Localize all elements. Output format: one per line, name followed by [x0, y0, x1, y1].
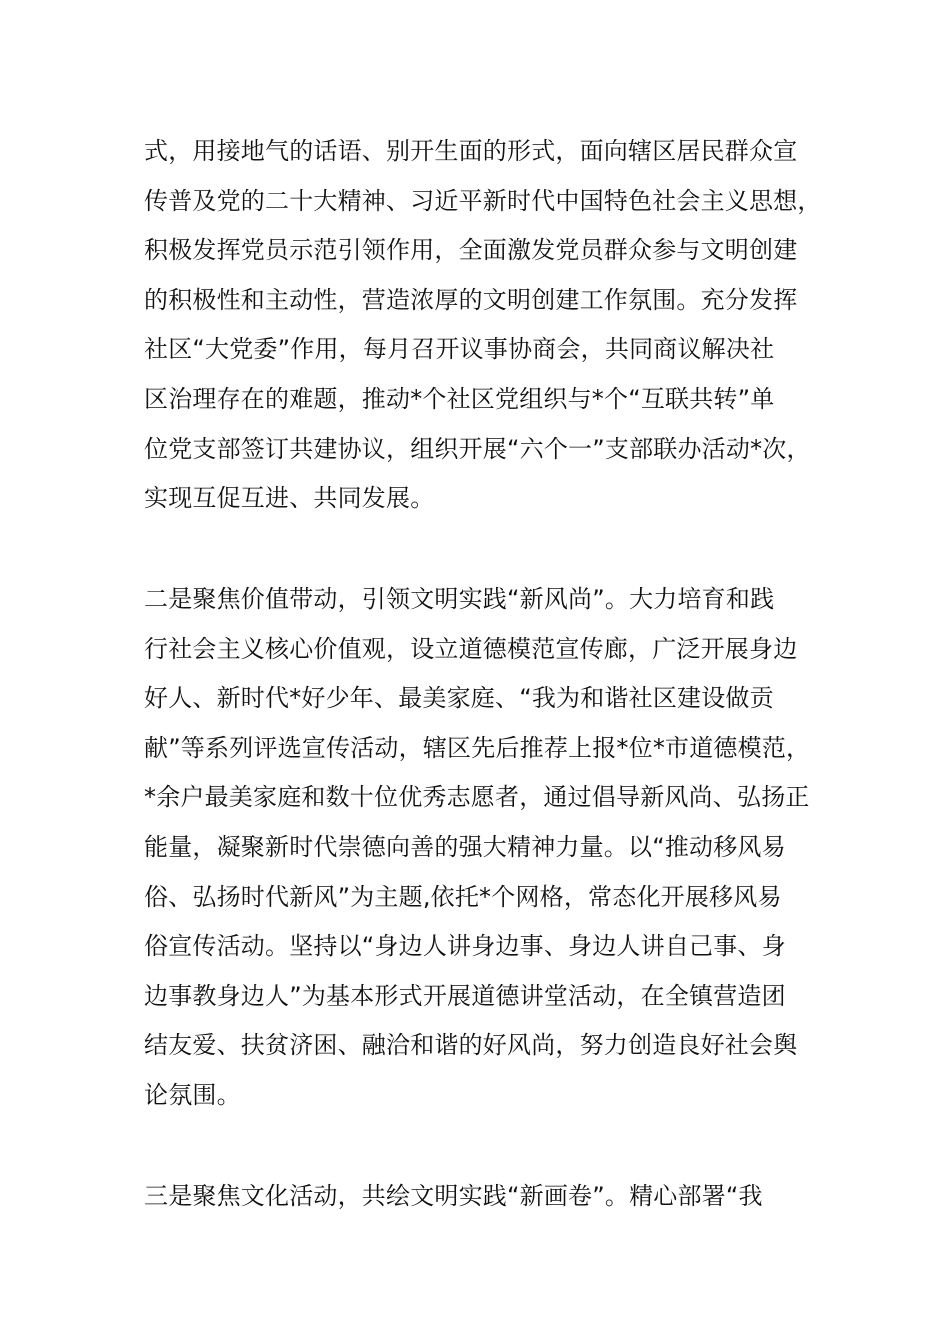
text-line: 论氛围。 — [144, 1080, 241, 1109]
text-line: 献”等系列评选宣传活动，辖区先后推荐上报*位*市道德模范， — [144, 733, 811, 762]
text-line: 实现互促互进、共同发展。 — [144, 484, 435, 513]
paragraph-cultural-activities — [144, 1172, 844, 1222]
text-line: 式，用接地气的话语、别开生面的形式，面向辖区居民群众宣 — [144, 137, 798, 165]
text-line: 好人、新时代*好少年、最美家庭、“我为和谐社区建设做贡 — [144, 684, 774, 713]
text-line: 位党支部签订共建协议，组织开展“六个一”支部联办活动*次， — [144, 434, 811, 463]
text-line: 能量，凝聚新时代崇德向善的强大精神力量。以“推动移风易 — [144, 832, 786, 861]
paragraph-value-guidance — [144, 575, 844, 1121]
text-line: 行社会主义核心价值观，设立道德模范宣传廊，广泛开展身边 — [144, 634, 798, 663]
text-line: 传普及党的二十大精神、习近平新时代中国特色社会主义思想， — [144, 186, 822, 215]
text-line: 区治理存在的难题，推动*个社区党组织与*个“互联共转”单 — [144, 384, 775, 413]
text-line: *余户最美家庭和数十位优秀志愿者，通过倡导新风尚、弘扬正 — [144, 783, 810, 812]
text-line: 社区“大党委”作用，每月召开议事协商会，共同商议解决社 — [144, 335, 775, 364]
text-line: 俗宣传活动。坚持以“身边人讲身边事、身边人讲自己事、身 — [144, 932, 786, 961]
text-line: 结友爱、扶贫济困、融洽和谐的好风尚，努力创造良好社会舆 — [144, 1031, 798, 1060]
text-line: 积极发挥党员示范引领作用，全面激发党员群众参与文明创建 — [144, 236, 798, 265]
text-line: 三是聚焦文化活动，共绘文明实践“新画卷”。精心部署“我 — [144, 1182, 763, 1210]
text-line: 的积极性和主动性，营造浓厚的文明创建工作氛围。充分发挥 — [144, 285, 798, 314]
paragraph-party-building — [144, 127, 844, 524]
text-line: 俗、弘扬时代新风”为主题,依托*个网格，常态化开展移风易 — [144, 882, 782, 911]
text-line: 边事教身边人”为基本形式开展道德讲堂活动，在全镇营造团 — [144, 981, 786, 1010]
text-line: 二是聚焦价值带动，引领文明实践“新风尚”。大力培育和践 — [144, 585, 775, 613]
